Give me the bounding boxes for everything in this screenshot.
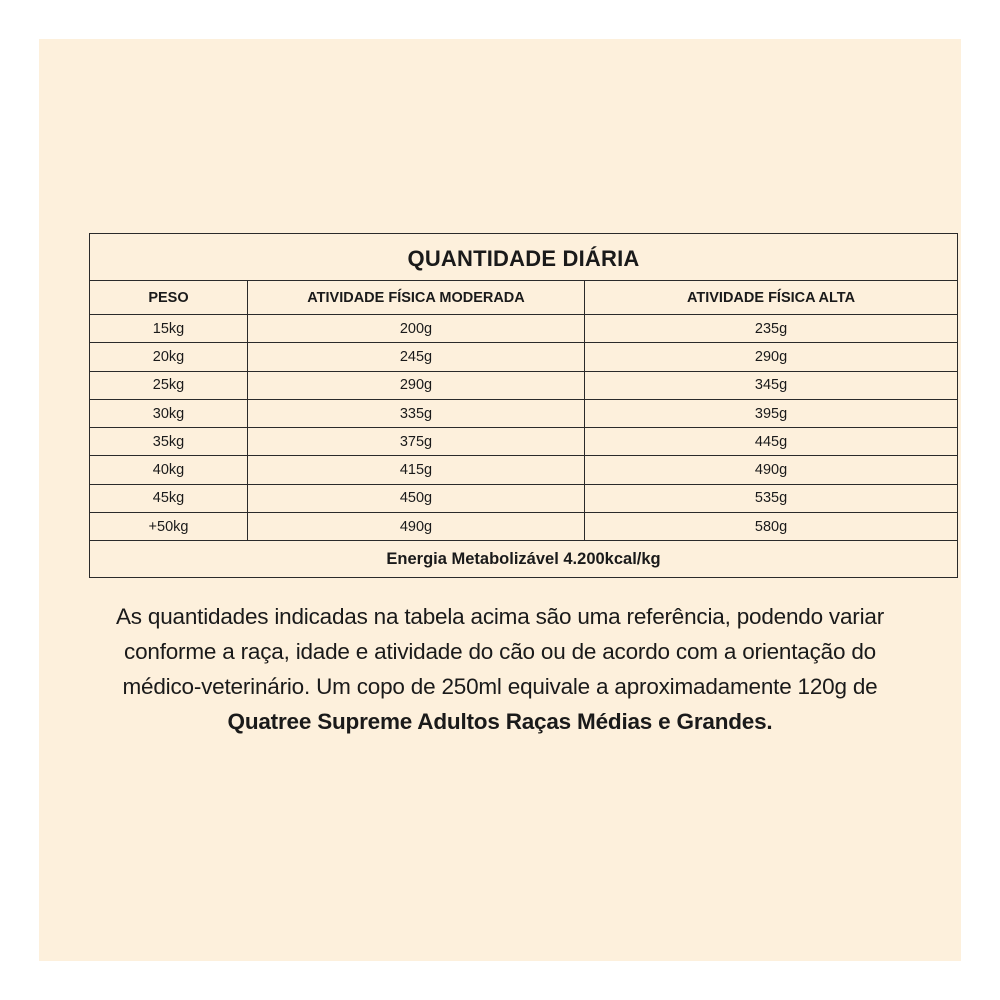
header-weight: PESO <box>90 281 248 315</box>
table-row <box>90 315 958 343</box>
header-high-activity: ATIVIDADE FÍSICA ALTA <box>585 281 958 315</box>
table-title: QUANTIDADE DIÁRIA <box>90 234 958 281</box>
weight-cell: 40kg <box>90 456 248 484</box>
weight-cell: 35kg <box>90 428 248 456</box>
moderate-cell: 335g <box>248 399 585 427</box>
high-cell: 345g <box>585 371 958 399</box>
note-line: conforme a raça, idade e atividade do cão ou de acordo com a orientação do <box>124 639 876 664</box>
table-row <box>90 399 958 427</box>
weight-cell: 25kg <box>90 371 248 399</box>
weight-cell: 45kg <box>90 484 248 512</box>
header-moderate-activity: ATIVIDADE FÍSICA MODERADA <box>248 281 585 315</box>
high-cell: 395g <box>585 399 958 427</box>
table-row <box>90 484 958 512</box>
high-cell: 235g <box>585 315 958 343</box>
table-row <box>90 343 958 371</box>
daily-quantity-table <box>89 233 958 578</box>
energy-footer: Energia Metabolizável 4.200kcal/kg <box>90 541 958 578</box>
weight-cell: 20kg <box>90 343 248 371</box>
table-row <box>90 428 958 456</box>
moderate-cell: 415g <box>248 456 585 484</box>
weight-cell: 30kg <box>90 399 248 427</box>
moderate-cell: 490g <box>248 513 585 541</box>
moderate-cell: 245g <box>248 343 585 371</box>
weight-cell: +50kg <box>90 513 248 541</box>
moderate-cell: 200g <box>248 315 585 343</box>
weight-cell: 15kg <box>90 315 248 343</box>
table-header-row <box>90 281 958 315</box>
moderate-cell: 450g <box>248 484 585 512</box>
product-name: Quatree Supreme Adultos Raças Médias e Grandes. <box>227 709 773 734</box>
high-cell: 445g <box>585 428 958 456</box>
table-row <box>90 371 958 399</box>
table-footer-row <box>90 541 958 578</box>
high-cell: 535g <box>585 484 958 512</box>
note-line: médico-veterinário. Um copo de 250ml equivale a aproximadamente 120g de <box>122 674 878 699</box>
table-title-row <box>90 234 958 281</box>
page-canvas <box>39 39 961 961</box>
feeding-note <box>59 599 941 739</box>
high-cell: 290g <box>585 343 958 371</box>
moderate-cell: 290g <box>248 371 585 399</box>
high-cell: 490g <box>585 456 958 484</box>
high-cell: 580g <box>585 513 958 541</box>
table-row <box>90 456 958 484</box>
table-row <box>90 513 958 541</box>
note-line: As quantidades indicadas na tabela acima são uma referência, podendo variar <box>116 604 884 629</box>
moderate-cell: 375g <box>248 428 585 456</box>
